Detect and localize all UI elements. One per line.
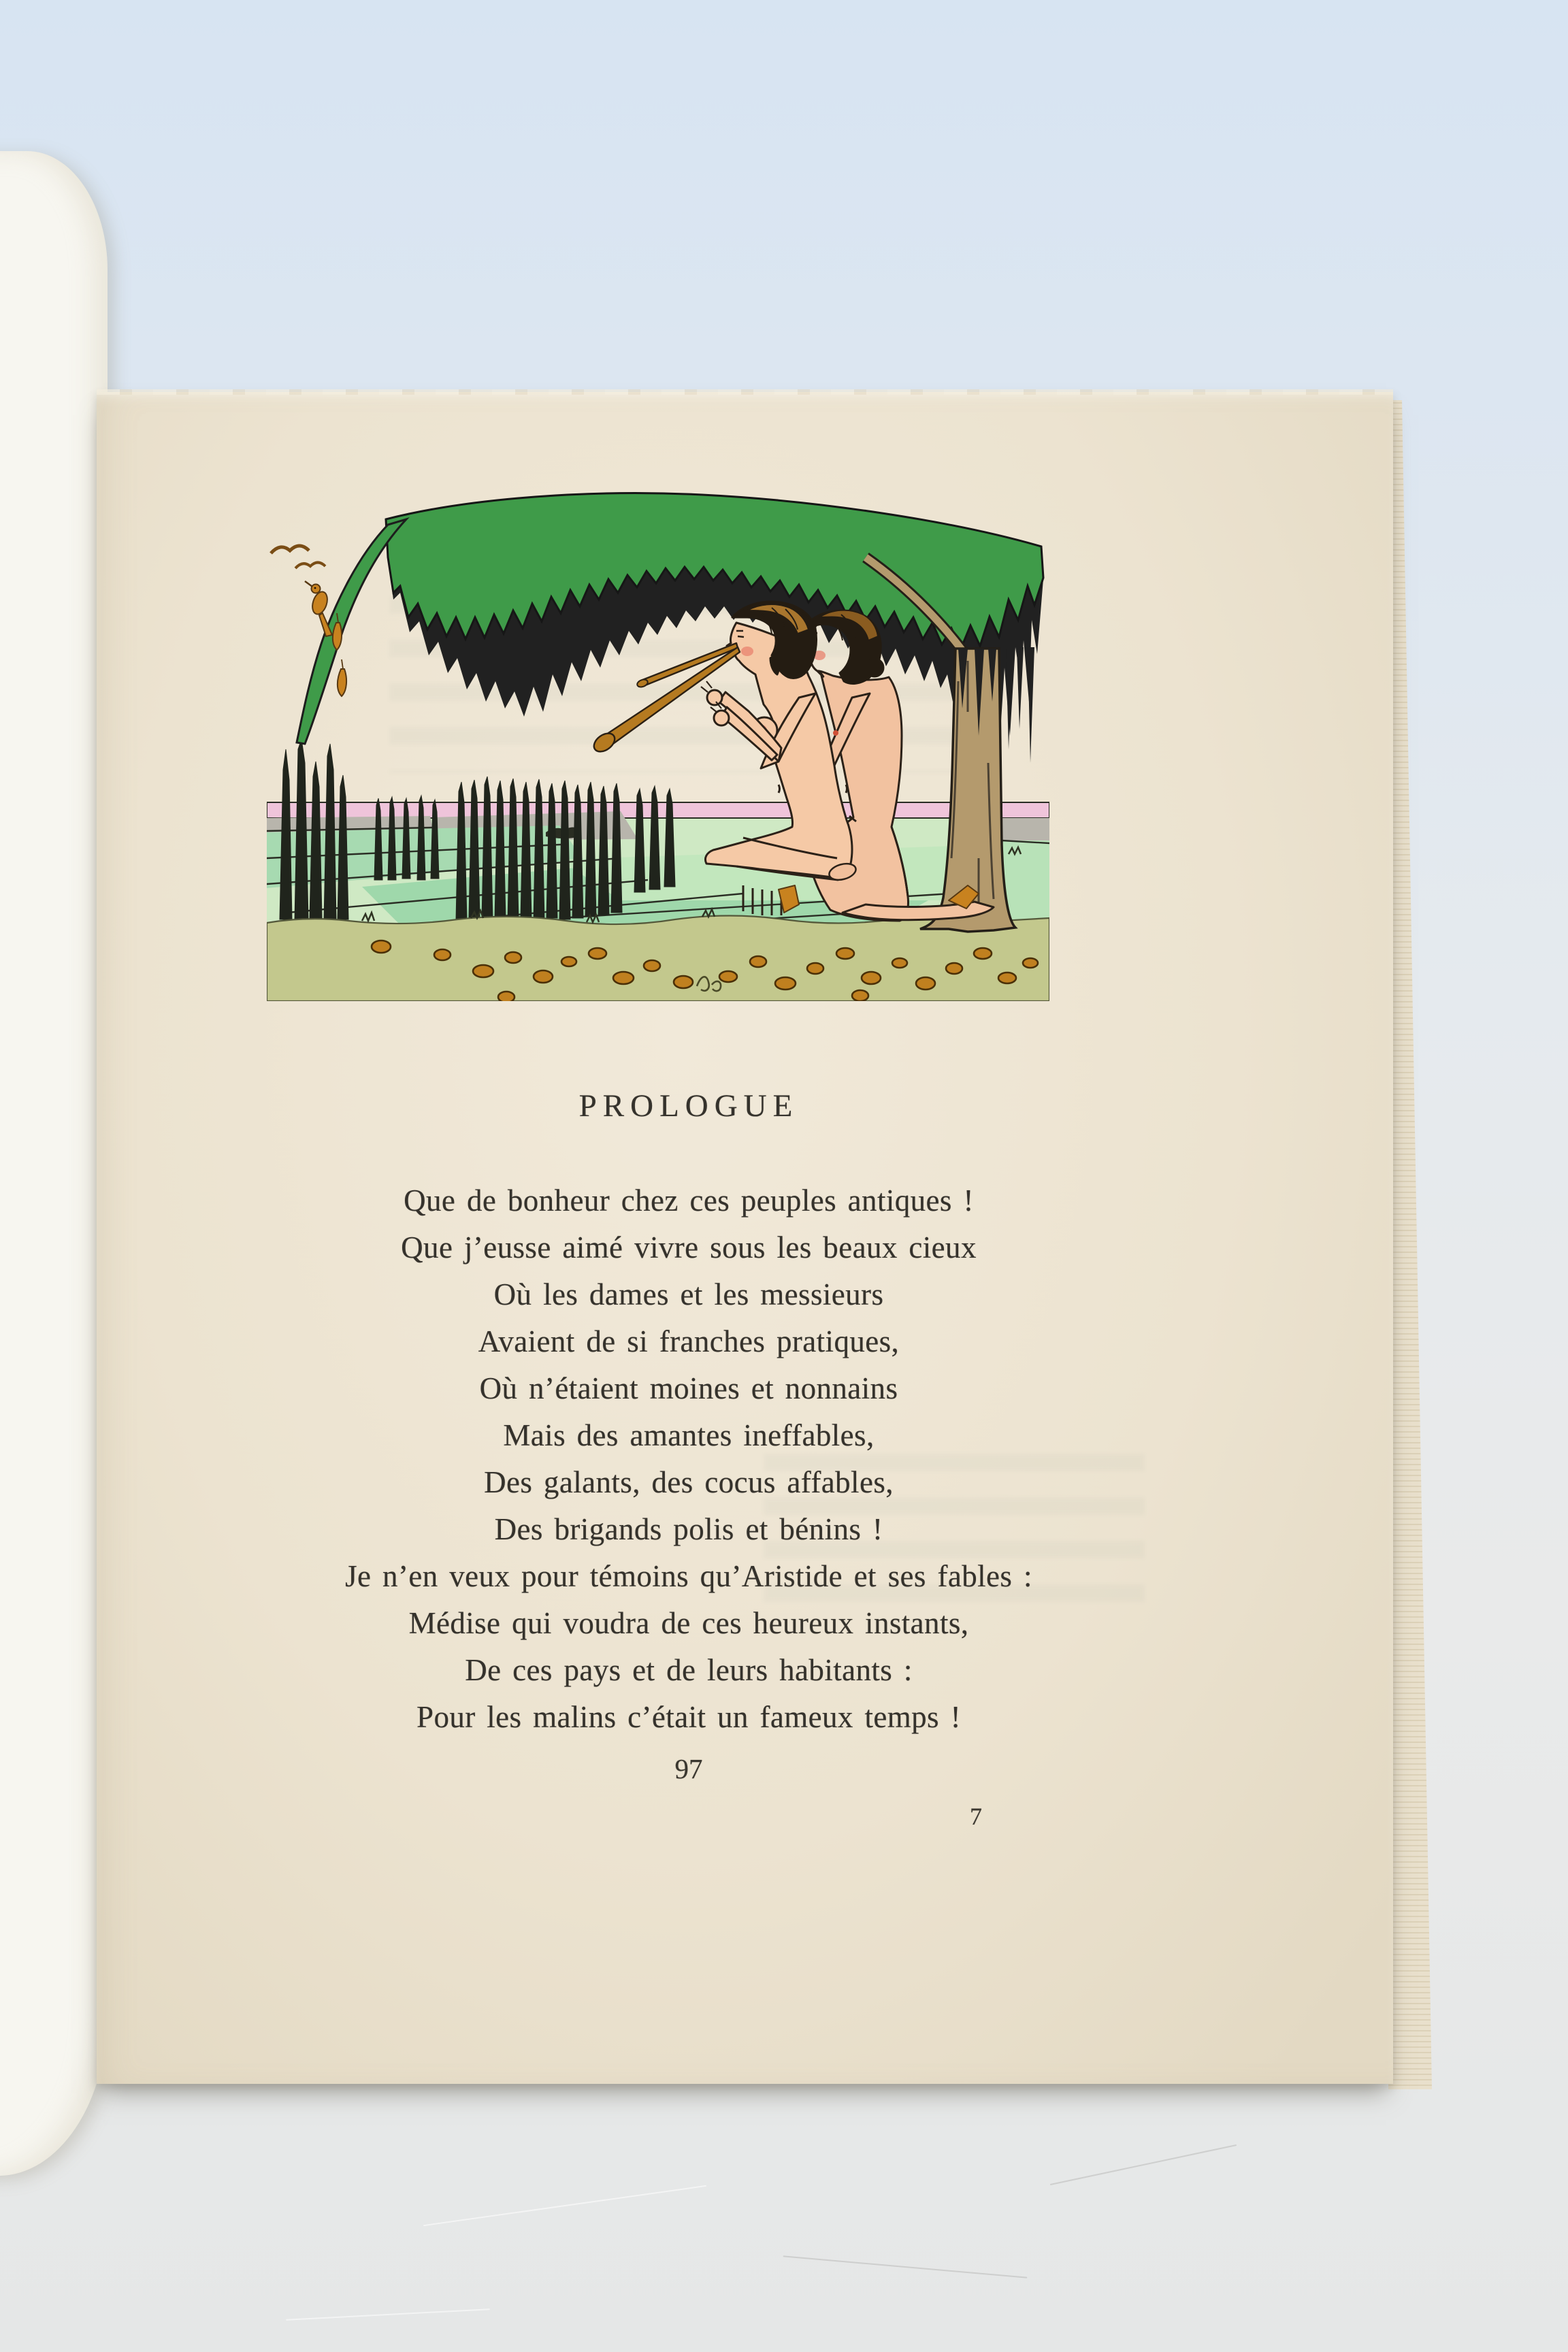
poem-line: Où n’étaient moines et nonnains	[479, 1371, 898, 1405]
poem-line: Je n’en veux pour témoins qu’Aristide et ses fables :	[345, 1559, 1032, 1593]
table-scratch	[783, 2255, 1028, 2278]
rouged-cheek	[741, 647, 753, 656]
gathering-signature-number: 7	[970, 1803, 982, 1830]
poem-line: Où les dames et les messieurs	[493, 1277, 884, 1311]
page-fore-edge-stack	[1388, 400, 1439, 2089]
poem-block	[110, 1177, 1267, 1741]
poem-line: Des galants, des cocus affables,	[484, 1465, 894, 1499]
perched-bird	[305, 581, 332, 636]
table-scratch	[423, 2185, 706, 2226]
table-scratch	[1050, 2144, 1237, 2185]
flying-bird-icon	[271, 546, 309, 553]
poem-line: Mais des amantes ineffables,	[503, 1418, 875, 1452]
book-page	[97, 392, 1393, 2084]
poem-line: De ces pays et de leurs habitants :	[465, 1653, 913, 1687]
hand	[714, 710, 729, 725]
hand	[707, 690, 722, 705]
poem-line: Que de bonheur chez ces peuples antiques !	[404, 1183, 974, 1218]
flying-bird-icon	[295, 563, 325, 569]
poem-line: Des brigands polis et bénins !	[494, 1512, 883, 1546]
curled-flyleaf-page	[0, 151, 108, 2176]
deckle-top-edge	[97, 389, 1393, 395]
table-scratch	[286, 2308, 490, 2321]
woodcut-illustration	[267, 477, 1049, 1001]
page-title: PROLOGUE	[578, 1088, 799, 1124]
poem-line: Pour les malins c’était un fameux temps !	[416, 1700, 961, 1734]
poem-line: Que j’eusse aimé vivre sous les beaux cieux	[401, 1230, 977, 1264]
poem-line: Avaient de si franches pratiques,	[478, 1324, 900, 1358]
page-number: 97	[674, 1753, 703, 1784]
tree-canopy	[297, 493, 1043, 753]
poem-line: Médise qui voudra de ces heureux instants,	[408, 1606, 969, 1640]
